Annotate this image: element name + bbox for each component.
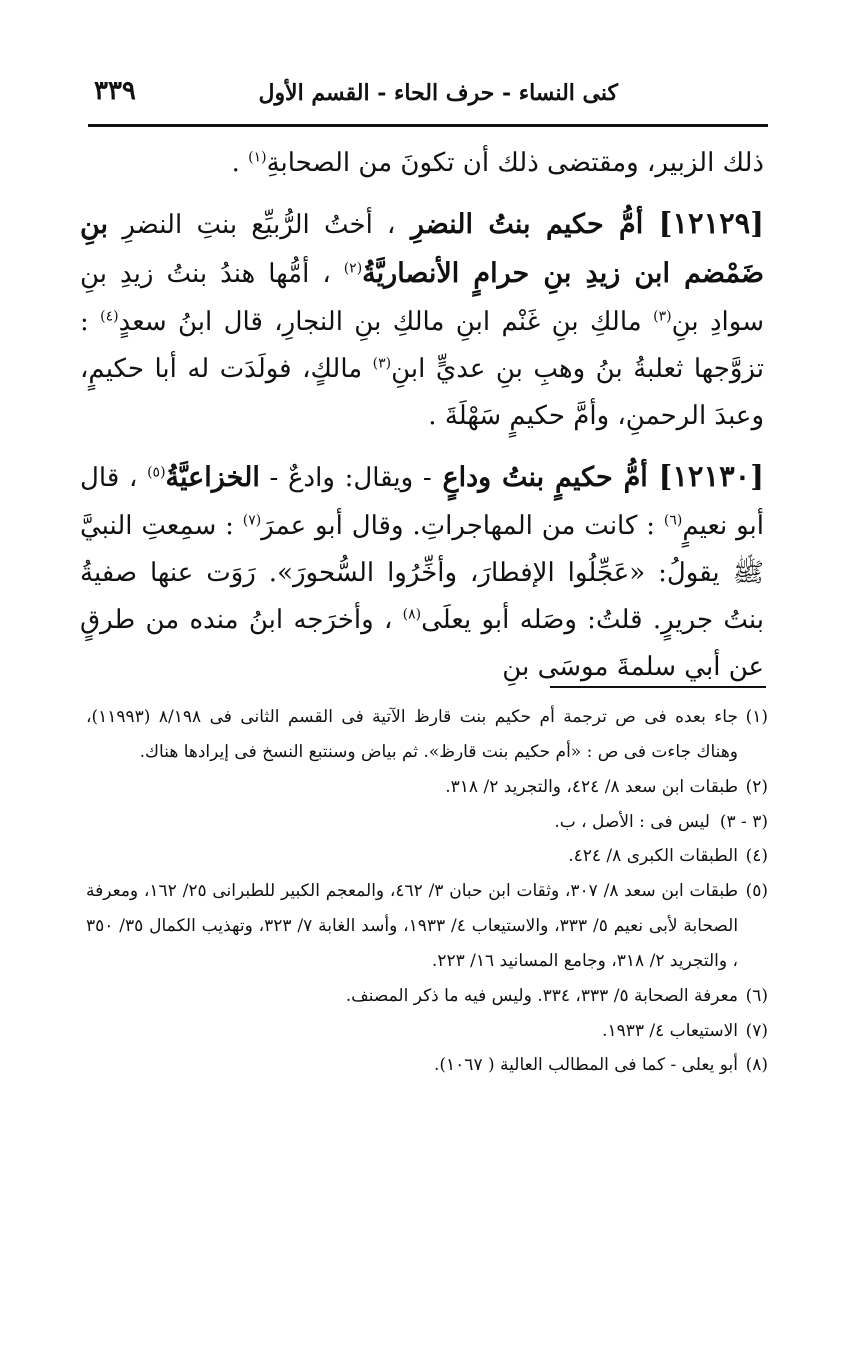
footnote-text: أبو يعلى - كما فى المطالب العالية ( ١٠٦٧). [434, 1055, 738, 1076]
entry-text: مالكٍ، فولَدَت له أبا حكيمٍ، وعبدَ الرحمنِ، وأمَّ حكيمٍ سَهْلَةَ . [80, 353, 764, 431]
page-header [88, 74, 768, 120]
running-title: كنى النساء - حرف الحاء - القسم الأول [258, 80, 618, 106]
entry-text: : كانت من المهاجراتِ. وقال أبو عمرَ [261, 510, 664, 541]
footnotes [86, 700, 768, 1083]
footnote-text: الاستيعاب ٤/ ١٩٣٣. [602, 1020, 738, 1041]
entry-number: [١٢١٣٠] [658, 458, 764, 493]
footnote-ref: (٣) [372, 355, 392, 372]
paragraph-text: ذلك الزبير، ومقتضى ذلك أن تكونَ من الصحابةِ [266, 148, 764, 178]
footnote-text: ليس فى : الأصل ، ب. [554, 811, 710, 832]
entry-text: ، وأخرَجه ابنُ منده من طرقٍ عن أبي سلمةَ موسَى بنِ [80, 604, 764, 682]
footnote-ref: (٥) [147, 464, 166, 481]
footnote-text: الطبقات الكبرى ٨/ ٤٢٤. [568, 846, 738, 867]
entry-name: أمُّ حكيمٍ بنتُ وداعٍ [431, 461, 659, 493]
footnote-ref: (٦) [663, 512, 683, 529]
footnote-text: جاء بعده فى ص ترجمة أم حكيم بنت قارظ الآتية فى القسم الثانى فى ٨/١٩٨ (١١٩٩٣)، وهناك جاءت فى ص : «أم حكيم بنت قارظ». ثم بياض وسنتبع النسخ فى إيرادها هناك. [86, 707, 738, 762]
footnote-ref: (١) [248, 149, 267, 166]
page-number: ٣٣٩ [94, 76, 136, 106]
entry-nisba: الخزاعيَّةُ [165, 461, 260, 493]
footnote-ref: (٤) [100, 308, 119, 325]
paragraph-tail: . [231, 148, 249, 178]
footnote-mark: (٦) [745, 985, 768, 1006]
paragraph-continuation [80, 140, 764, 187]
footnote-ref: (٢) [343, 260, 363, 277]
footnote-7 [86, 1014, 768, 1049]
footnote-ref: (٨) [402, 606, 422, 623]
entry-text: ، قال أبو نعيمٍ [80, 462, 764, 541]
entry-text: ، أمُّها هندُ بنتُ زيدِ بنِ سوادِ بنِ [80, 258, 765, 337]
footnote-separator [550, 686, 766, 688]
entry-text: ، أختُ الرُّبيِّع بنتِ النضرِ [108, 210, 396, 241]
footnote-4 [86, 839, 768, 874]
header-rule [88, 124, 768, 127]
footnote-ref: (٣) [653, 308, 672, 325]
footnote-text: معرفة الصحابة ٥/ ٣٣٣، ٣٣٤. وليس فيه ما ذكر المصنف. [345, 985, 738, 1006]
footnote-3 [86, 805, 768, 840]
entry-text: - ويقال: وادعٌ - [259, 462, 432, 493]
footnote-mark: (٤) [745, 846, 768, 867]
entry-text: : تزوَّجها ثعلبةُ بنُ وهبِ بنِ عديٍّ ابنِ [80, 306, 764, 384]
footnote-5 [86, 874, 768, 979]
entry-lineage: بنِ ضَمْضم ابن زيدِ بنِ حرامٍ الأنصاريَّةُ [80, 209, 764, 289]
footnote-text: طبقات ابن سعد ٨/ ٣٠٧، وثقات ابن حبان ٣/ ٤٦٢، والمعجم الكبير للطبرانى ٢٥/ ١٦٢، ومعرفة الصحابة لأبى نعيم ٥/ ٣٣٣، والاستيعاب ٤/ ١٩٣٣، وأسد الغابة ٧/ ٣٢٣، وتهذيب الكمال ٣٥/ ٣٥٠ ، والتجريد ٢/ ٣١٨، وجامع المسانيد ١٦/ ٢٢٣. [86, 881, 739, 971]
footnote-2 [86, 770, 768, 805]
entry-name: أمُّ حكيم بنتُ النضرِ [395, 209, 659, 241]
footnote-mark: (٥) [745, 881, 768, 902]
entry-number: [١٢١٢٩] [658, 206, 764, 241]
footnote-text: طبقات ابن سعد ٨/ ٤٢٤، والتجريد ٢/ ٣١٨. [445, 776, 738, 797]
entry-text: مالكِ بنِ غَنْم ابنِ مالكِ بنِ النجارِ، قال ابنُ سعدٍ [118, 306, 654, 337]
entry-12130 [80, 450, 764, 691]
main-text [80, 140, 764, 701]
footnote-mark: (٨) [745, 1055, 768, 1076]
footnote-6 [86, 979, 768, 1014]
footnote-mark: (٧) [745, 1020, 768, 1041]
footnote-mark: (٣ - ٣) [719, 811, 768, 832]
footnote-mark: (١) [745, 707, 768, 727]
footnote-mark: (٢) [745, 776, 768, 797]
footnote-1 [86, 700, 768, 770]
entry-text: : سمِعتِ النبيَّ ﷺ يقولُ: «عَجِّلُوا الإفطارَ، وأخِّرُوا السُّحورَ». رَوَت عنها صفيةُ بنتُ جريرٍ. قلتُ: وصَله أبو يعلَى [80, 510, 765, 635]
entry-12129 [80, 197, 764, 440]
footnote-ref: (٧) [242, 512, 262, 529]
footnote-8 [86, 1048, 768, 1083]
